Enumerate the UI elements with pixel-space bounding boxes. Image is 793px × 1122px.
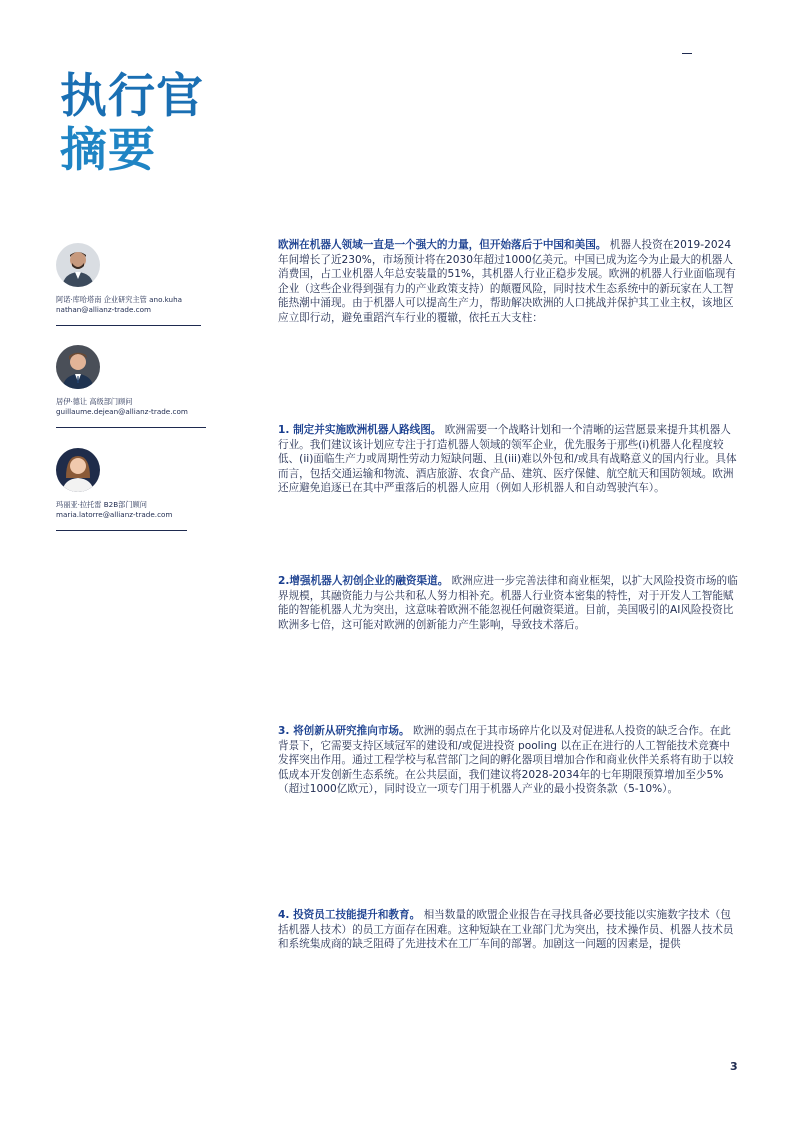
paragraph-pillar-2-body: 欧洲应进一步完善法律和商业框架，以扩大风险投资市场的临界规模，其融资能力与公共和私人努力相补充。机器人行业资本密集的特性，对于开发人工智能赋能的智能机器人尤为突出，这意味着欧洲不能忽视任何融资渠道。目前，美国吸引的AI风险投资比欧洲多七倍，这可能对欧洲的创新能力产生影响，导致技术落后。 bbox=[278, 575, 738, 631]
paragraph-pillar-4-lead: 4. 投资员工技能提升和教育。 bbox=[278, 909, 421, 921]
author-name-2: 居伊·德让 高级部门顾问 bbox=[56, 397, 133, 406]
author-email-2[interactable]: guillaume.dejean@allianz-trade.com bbox=[56, 407, 188, 416]
author-photo-2 bbox=[56, 345, 100, 389]
paragraph-pillar-4 bbox=[278, 908, 740, 952]
author-email-1[interactable]: nathan@allianz-trade.com bbox=[56, 305, 151, 314]
paragraph-pillar-4-body: 相当数量的欧盟企业报告在寻找具备必要技能以实施数字技术（包括机器人技术）的员工方面存在困难。这种短缺在工业部门尤为突出，技术操作员、机器人技术员和系统集成商的缺乏阻碍了先进技术在工厂车间的部署。加剧这一问题的因素是，提供 bbox=[278, 909, 734, 951]
author-name-3: 玛丽亚·拉托雷 B2B部门顾问 bbox=[56, 500, 147, 509]
author-card-1 bbox=[56, 243, 201, 326]
page-number: 3 bbox=[730, 1060, 738, 1073]
author-photo-1 bbox=[56, 243, 100, 287]
paragraph-pillar-2-lead: 2.增强机器人初创企业的融资渠道。 bbox=[278, 575, 449, 587]
author-card-2 bbox=[56, 345, 206, 428]
paragraph-intro bbox=[278, 238, 740, 326]
paragraph-pillar-1-body: 欧洲需要一个战略计划和一个清晰的运营愿景来提升其机器人行业。我们建议该计划应专注于打造机器人领域的领军企业，优先服务于那些(i)机器人化程度较低、(ii)面临生产力或周期性劳动力短缺问题、且(iii)难以外包和/或具有战略意义的国内行业。具体而言，包括交通运输和物流、酒店旅游、农食产品、建筑、医疗保健、航空航天和国防领域。欧洲还应避免追逐已在其中严重落后的机器人应用（例如人形机器人和自动驾驶汽车）。 bbox=[278, 424, 737, 495]
author-email-3[interactable]: maria.latorre@allianz-trade.com bbox=[56, 510, 173, 519]
author-card-3 bbox=[56, 448, 187, 531]
author-name-1: 阿诺·库哈塔南 企业研究主管 ano.kuha bbox=[56, 295, 183, 304]
title-line-1: 执行官 bbox=[60, 69, 204, 124]
header-dash bbox=[682, 53, 692, 54]
paragraph-pillar-3 bbox=[278, 724, 740, 797]
paragraph-pillar-3-body: 欧洲的弱点在于其市场碎片化以及对促进私人投资的缺乏合作。在此背景下，它需要支持区域冠军的建设和/或促进投资 pooling 以在正在进行的人工智能技术竞赛中发挥突出作用。通过工程学校与私营部门之间的孵化器项目增加合作和商业伙伴关系将有助于以较低成本开发创新生态系统。在公共层面，我们建议将2028-2034年的七年期限预算增加至少5%（超过1000亿欧元），同时设立一项专门用于机器人产业的最小投资条款（5-10%）。 bbox=[278, 725, 734, 796]
paragraph-pillar-1-lead: 1. 制定并实施欧洲机器人路线图。 bbox=[278, 424, 442, 436]
author-photo-3 bbox=[56, 448, 100, 492]
paragraph-pillar-2 bbox=[278, 574, 740, 632]
page-title bbox=[60, 70, 204, 178]
paragraph-pillar-3-lead: 3. 将创新从研究推向市场。 bbox=[278, 725, 410, 737]
author-divider-1 bbox=[56, 325, 201, 326]
title-line-2: 摘要 bbox=[60, 123, 156, 178]
author-divider-2 bbox=[56, 427, 206, 428]
author-divider-3 bbox=[56, 530, 187, 531]
paragraph-pillar-1 bbox=[278, 423, 740, 496]
paragraph-intro-lead: 欧洲在机器人领域一直是一个强大的力量，但开始落后于中国和美国。 bbox=[278, 239, 607, 251]
paragraph-intro-body: 机器人投资在2019-2024年间增长了近230%，市场预计将在2030年超过1000亿美元。中国已成为迄今为止最大的机器人消费国，占工业机器人年总安装量的51%，其机器人行业正稳步发展。欧洲的机器人行业面临现有企业（这些企业得到强有力的产业政策支持）的颠覆风险，同时技术生态系统中的新玩家在人工智能热潮中涌现。由于机器人可以提高生产力，帮助解决欧洲的人口挑战并保护其工业主权，该地区应立即行动，避免重蹈汽车行业的覆辙，依托五大支柱： bbox=[278, 239, 736, 324]
